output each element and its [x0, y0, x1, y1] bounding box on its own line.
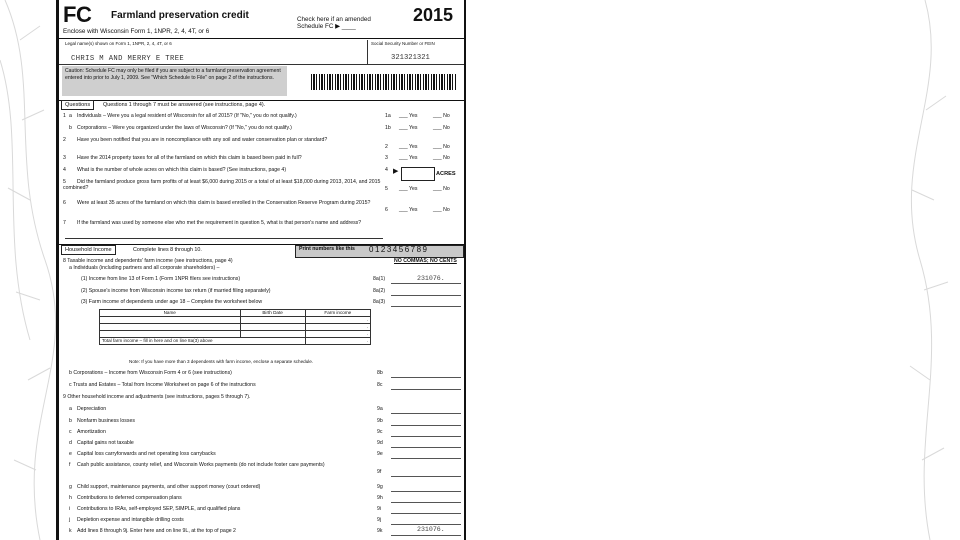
enclose-instruction: Enclose with Wisconsin Form 1, 1NPR, 2, 4, 4T, or 6	[63, 28, 210, 35]
line-sub: i	[69, 506, 71, 512]
dependents-table	[99, 309, 371, 345]
line-9-item-label: 9i	[377, 506, 382, 512]
amended-checkbox-label[interactable]: Check here if an amended Schedule FC ▶ ____	[297, 16, 371, 31]
line-sub: g	[69, 484, 72, 490]
question-text: If the farmland was used by someone else who met the requirement in question 5, what is that person's name and address?	[77, 220, 362, 226]
question-number: 4	[63, 167, 66, 173]
decorative-leaves-left	[0, 0, 60, 540]
decorative-leaves-right	[900, 0, 960, 540]
line-number: 9	[63, 394, 68, 400]
yes-label: Yes	[409, 113, 418, 119]
line-9-item-row	[69, 485, 369, 491]
line-sub: d	[69, 440, 72, 446]
line-label-8a2: 8a(2)	[373, 288, 386, 294]
line-9-item-label: 9b	[377, 418, 383, 424]
line-sub: (3)	[81, 299, 89, 305]
form-year: 2015	[413, 5, 454, 25]
amount-field-line-9[interactable]	[391, 517, 461, 525]
amount-field-line-9[interactable]	[391, 440, 461, 448]
line-9-item-label: 9d	[377, 440, 383, 446]
line-sub: (2)	[81, 288, 89, 294]
question-text: Corporations – Were you organized under the laws of Wisconsin? (If "No," you do not qualify.)	[77, 125, 292, 131]
print-numbers-label: Print numbers like this	[299, 246, 355, 252]
dep-cell[interactable]	[100, 317, 241, 324]
line-8-text: Taxable income and dependents' farm income (see instructions, page 4)	[67, 258, 233, 264]
yes-checkbox[interactable]: ___ Yes	[399, 207, 418, 213]
question-row	[63, 114, 383, 120]
line-sub: e	[69, 451, 72, 457]
tab-household-income: Household Income	[61, 245, 116, 255]
question-text: Individuals – Were you a legal resident of Wisconsin for all of 2015? (If "No," you do not qualify.)	[77, 113, 297, 119]
line-sub: (1)	[81, 276, 89, 282]
line-sub: c	[69, 429, 72, 435]
question-row	[63, 168, 383, 174]
no-label: No	[443, 113, 450, 119]
line-8a-text: Individuals (including partners and all corporate shareholders) –	[73, 265, 220, 271]
line-label-8c: 8c	[377, 382, 383, 388]
line-9-item-text: Add lines 8 through 9j. Enter here and on line 9L, at the top of page 2	[77, 528, 236, 534]
question-text: Have the 2014 property taxes for all of the farmland on which this claim is based been paid in full?	[77, 155, 302, 161]
question-sub: a	[69, 113, 72, 119]
dep-cell[interactable]	[100, 324, 241, 331]
line-9-item-text: Contributions to IRAs, self-employed SEP, SIMPLE, and qualified plans	[77, 506, 241, 512]
section-divider	[59, 100, 464, 101]
arrow-right-icon: ▶	[335, 23, 340, 31]
yes-label: Yes	[409, 155, 418, 161]
yes-label: Yes	[409, 144, 418, 150]
line-sub: b	[69, 418, 72, 424]
dep-header-farm-income: Farm income	[305, 310, 370, 317]
tax-form-schedule-fc	[56, 0, 466, 540]
no-checkbox[interactable]: ___ No	[433, 207, 450, 213]
barcode	[311, 74, 457, 90]
line-9-item-label: 9c	[377, 429, 383, 435]
dep-cell[interactable]: .	[305, 331, 370, 338]
yes-checkbox[interactable]: ___ Yes	[399, 155, 418, 161]
line-9-item-row	[69, 430, 369, 436]
line-label-8a3: 8a(3)	[373, 299, 386, 305]
question-row	[63, 201, 383, 207]
line-label-8b: 8b	[377, 370, 383, 376]
dep-total-cell[interactable]: .	[305, 338, 370, 345]
acres-input[interactable]	[401, 167, 435, 181]
yes-checkbox[interactable]: ___ Yes	[399, 144, 418, 150]
line-9-item-label: 9j	[377, 517, 382, 523]
question-text: Have you been notified that you are in noncompliance with any soil and water conservation plan or standard?	[77, 137, 328, 143]
line-sub: k	[69, 528, 72, 534]
question-row	[63, 180, 383, 192]
ssn-label: Social Security Number or FEIN	[371, 41, 435, 46]
amount-field-8b[interactable]	[391, 370, 461, 378]
no-checkbox[interactable]: ___ No	[433, 125, 450, 131]
name-label: Legal name(s) shown on Form 1, 1NPR, 2, 4, 4T, or 6	[65, 41, 172, 46]
line-9-item-row	[69, 496, 369, 502]
line-9-item-text: Nonfarm business losses	[77, 418, 135, 424]
question-number: 7	[63, 220, 66, 226]
amount-field-line-9[interactable]	[391, 469, 461, 477]
question-number: 3	[63, 155, 66, 161]
yes-checkbox[interactable]: ___ Yes	[399, 186, 418, 192]
question-line-label: 1b	[385, 125, 391, 131]
line-sub: f	[69, 462, 71, 468]
no-label: No	[443, 207, 450, 213]
amount-field-line-9[interactable]	[391, 451, 461, 459]
amount-field-line-9[interactable]	[391, 418, 461, 426]
line-9-item-text: Capital loss carryforwards and net operating loss carrybacks	[77, 451, 216, 457]
dep-header-birthdate: Birth Date	[240, 310, 305, 317]
question-row	[63, 138, 383, 144]
question-line-label: 2	[385, 144, 388, 150]
amount-field-line-9[interactable]	[391, 406, 461, 414]
q7-answer-line[interactable]	[65, 238, 383, 239]
ssn-field[interactable]: 321321321	[391, 54, 430, 62]
no-checkbox[interactable]: ___ No	[433, 113, 450, 119]
question-text: Did the farmland produce gross farm profits of at least $6,000 during 2015 or a total of at least $18,000 during 2013, 2014, and 2015 combined?	[63, 179, 381, 191]
yes-checkbox[interactable]: ___ Yes	[399, 113, 418, 119]
line-9-item-row	[69, 518, 369, 524]
question-text: What is the number of whole acres on which this claim is based? (See instructions, page 4)	[77, 167, 287, 173]
question-line-label: 6	[385, 207, 388, 213]
line-8a1-text: Income from line 13 of Form 1 (Form 1NPR filers see instructions)	[88, 276, 241, 282]
arrow-right-icon: ▶	[393, 168, 399, 175]
line-9-text: Other household income and adjustments (see instructions, pages 5 through 7).	[67, 394, 251, 400]
name-field[interactable]: CHRIS M AND MERRY E TREE	[71, 55, 185, 63]
line-9-item-text: Cash public assistance, county relief, and Wisconsin Works payments (do not include foster care payments)	[77, 462, 325, 468]
line-9-item-label: 9a	[377, 406, 383, 412]
line-9-item-label: 9k	[377, 528, 383, 534]
amount-value-8a1: 231076.	[417, 275, 445, 282]
line-sub: h	[69, 495, 72, 501]
no-label: No	[443, 125, 450, 131]
question-number: 1	[63, 113, 66, 119]
question-number: 6	[63, 200, 66, 206]
line-sub: b	[69, 370, 74, 376]
line-label-8a1: 8a(1)	[373, 276, 386, 282]
yes-label: Yes	[409, 186, 418, 192]
question-line-label: 5	[385, 186, 388, 192]
dependents-note: Note: If you have more than 3 dependents with farm income, enclose a separate schedule.	[129, 359, 314, 364]
line-9-item-text: Contributions to deferred compensation plans	[77, 495, 182, 501]
line-9-item-row	[69, 463, 369, 469]
question-text: Were at least 35 acres of the farmland on which this claim is based enrolled in the Conservation Reserve Program during 2015?	[77, 200, 371, 206]
line-9-item-label: 9h	[377, 495, 383, 501]
line-9-item-row	[69, 419, 369, 425]
amount-field-line-9[interactable]	[391, 429, 461, 437]
form-code: FC	[63, 2, 92, 27]
amount-value-9k: 231076.	[417, 526, 445, 533]
amount-field-line-9[interactable]	[391, 506, 461, 514]
amount-field-8c[interactable]	[391, 382, 461, 390]
form-title: Farmland preservation credit	[111, 10, 249, 21]
line-9-item-text: Child support, maintenance payments, and other support money (court ordered)	[77, 484, 261, 490]
line-sub: a	[69, 406, 72, 412]
household-instruction: Complete lines 8 through 10.	[133, 247, 202, 253]
no-checkbox[interactable]: ___ No	[433, 144, 450, 150]
dep-cell[interactable]: .	[305, 324, 370, 331]
question-sub: b	[69, 125, 72, 131]
sample-digits: 0123456789	[369, 245, 429, 254]
amount-field-8a2[interactable]	[391, 288, 461, 296]
line-8b-text: Corporations – Income from Wisconsin Form 4 or 6 (see instructions)	[73, 370, 232, 376]
line-8a-row	[69, 266, 466, 272]
no-label: No	[443, 144, 450, 150]
line-9-item-text: Capital gains not taxable	[77, 440, 134, 446]
line-8a2-text: Spouse's income from Wisconsin income tax return (if married filing separately)	[88, 288, 271, 294]
amount-field-line-9[interactable]	[391, 495, 461, 503]
line-9-item-row	[69, 441, 369, 447]
line-8a3-text: Farm income of dependents under age 18 – Complete the worksheet below	[88, 299, 263, 305]
no-label: No	[443, 186, 450, 192]
line-9-item-text: Amortization	[77, 429, 106, 435]
line-9-item-text: Depletion expense and intangible drilling costs	[77, 517, 184, 523]
question-number: 2	[63, 137, 66, 143]
line-8c-text: Trusts and Estates – Total from Income Worksheet on page 6 of the instructions	[72, 382, 256, 388]
no-checkbox[interactable]: ___ No	[433, 186, 450, 192]
dep-cell[interactable]	[240, 324, 305, 331]
line-9-item-label: 9g	[377, 484, 383, 490]
line-sub: c	[69, 382, 73, 388]
no-commas-note: NO COMMAS; NO CENTS	[394, 258, 457, 264]
line-9-item-row	[69, 407, 369, 413]
yes-label: Yes	[409, 207, 418, 213]
question-row	[63, 221, 383, 227]
line-sub: j	[69, 517, 71, 523]
dep-total-label: Total farm income – fill in here and on line 8a(3) above	[100, 338, 306, 345]
line-9-item-text: Depreciation	[77, 406, 107, 412]
question-number: 5	[63, 179, 66, 185]
questions-instruction: Questions 1 through 7 must be answered (see instructions, page 4).	[103, 102, 266, 108]
no-checkbox[interactable]: ___ No	[433, 155, 450, 161]
line-9-item-row	[69, 529, 369, 535]
dep-cell[interactable]: .	[305, 317, 370, 324]
yes-checkbox[interactable]: ___ Yes	[399, 125, 418, 131]
line-number: 8	[63, 258, 68, 264]
acres-label: ACRES	[436, 171, 456, 177]
tab-questions: Questions	[61, 100, 94, 110]
dep-cell[interactable]	[240, 317, 305, 324]
amount-field-line-9[interactable]	[391, 484, 461, 492]
question-line-label: 4	[385, 167, 388, 173]
line-9-item-row	[69, 452, 369, 458]
question-row	[63, 156, 383, 162]
line-9-item-row	[69, 507, 369, 513]
caution-box: Caution: Schedule FC may only be filed if you are subject to a farmland preservation agreement entered into prior to July 1, 2009. See "Which Schedule to File" on page 2 of the instructions.	[62, 66, 287, 96]
line-9-item-label: 9f	[377, 469, 382, 475]
dep-header-name: Name	[100, 310, 241, 317]
line-9-item-label: 9e	[377, 451, 383, 457]
dep-cell[interactable]	[240, 331, 305, 338]
question-line-label: 1a	[385, 113, 391, 119]
amount-field-8a3[interactable]	[391, 299, 461, 307]
question-row	[63, 126, 383, 132]
no-label: No	[443, 155, 450, 161]
yes-label: Yes	[409, 125, 418, 131]
question-line-label: 3	[385, 155, 388, 161]
field-divider	[367, 40, 368, 64]
header-divider	[59, 38, 464, 39]
line-9-row	[63, 395, 461, 401]
name-underline	[59, 64, 464, 65]
line-sub: a	[69, 265, 74, 271]
dep-cell[interactable]	[100, 331, 241, 338]
